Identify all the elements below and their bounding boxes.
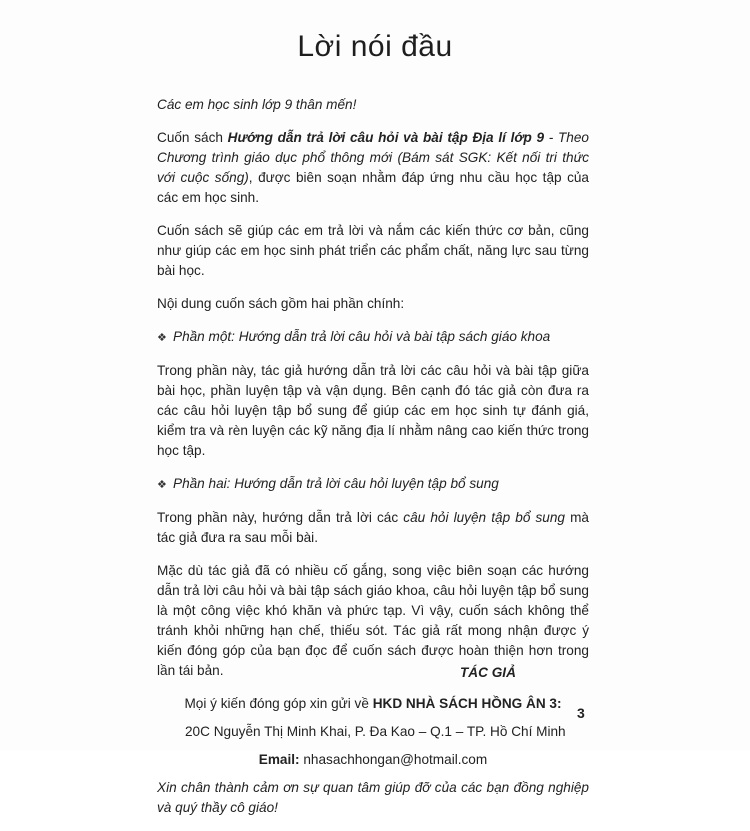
contents-intro: Nội dung cuốn sách gồm hai phần chính: xyxy=(157,296,405,311)
intro-rest: , được biên soạn nhằm đáp ứng nhu cầu học tập của các em học sinh. xyxy=(157,170,589,205)
purpose-paragraph: Cuốn sách sẽ giúp các em trả lời và nắm các kiến thức cơ bản, cũng như giúp các em học sinh phát triển các phẩm chất, năng lực sau từng bài học. xyxy=(157,223,589,278)
book-title: Hướng dẫn trả lời câu hỏi và bài tập Địa lí lớp 9 xyxy=(227,130,545,145)
part-two-heading-line xyxy=(157,474,589,495)
part-two-body-lead: Trong phần này, hướng dẫn trả lời các xyxy=(157,510,404,525)
part-one-heading-line xyxy=(157,327,589,348)
preface-body xyxy=(157,95,589,831)
part-one-body: Trong phần này, tác giả hướng dẫn trả lời các câu hỏi và bài tập giữa bài học, phần luyện tập và vận dụng. Bên cạnh đó tác giả còn đưa ra các câu hỏi luyện tập bổ sung để giúp các em học sinh tự đánh giá, kiểm tra và rèn luyện các kỹ năng địa lí nhằm nâng cao kiến thức trong học tập. xyxy=(157,363,589,458)
publisher-address: 20C Nguyễn Thị Minh Khai, P. Đa Kao – Q.1 – TP. Hồ Chí Minh xyxy=(185,724,566,739)
part-one-heading: Phần một: Hướng dẫn trả lời câu hỏi và bài tập sách giáo khoa xyxy=(173,329,551,344)
page-number: 3 xyxy=(577,705,585,721)
intro-program: - Theo Chương trình giáo dục phổ thông mới (Bám sát SGK: Kết nối tri thức với cuộc sống) xyxy=(157,130,589,185)
feedback-line xyxy=(157,694,589,714)
intro-paragraph xyxy=(157,128,589,208)
diamond-bullet-icon: ❖ xyxy=(157,332,167,344)
email-label: Email: xyxy=(258,752,300,767)
email-line xyxy=(157,750,589,770)
page-title: Lời nói đầu xyxy=(297,30,453,63)
publisher-name: HKD NHÀ SÁCH HỒNG ÂN 3: xyxy=(372,696,562,711)
greeting: Các em học sinh lớp 9 thân mến! xyxy=(157,97,357,112)
part-two-heading: Phần hai: Hướng dẫn trả lời câu hỏi luyện tập bổ sung xyxy=(173,476,499,491)
email-address: nhasachhongan@hotmail.com xyxy=(299,752,488,767)
intro-lead: Cuốn sách xyxy=(157,130,228,145)
diamond-bullet-icon: ❖ xyxy=(157,479,167,491)
disclaimer-paragraph: Mặc dù tác giả đã có nhiều cố gắng, song việc biên soạn các hướng dẫn trả lời câu hỏi và bài tập sách giáo khoa, câu hỏi luyện tập bổ sung là một công việc khó khăn và phức tạp. Vì vậy, cuốn sách không thể tránh khỏi những hạn chế, thiếu sót. Tác giả rất mong nhận được ý kiến đóng góp của bạn đọc để cuốn sách được hoàn thiện hơn trong lần tái bản. xyxy=(157,563,589,678)
author-signature: TÁC GIẢ xyxy=(460,665,516,680)
part-two-body-rest: mà tác giả đưa ra sau mỗi bài. xyxy=(157,510,589,545)
part-two-body xyxy=(157,508,589,548)
thanks-paragraph: Xin chân thành cảm ơn sự quan tâm giúp đỡ của các bạn đồng nghiệp và quý thầy cô giáo! xyxy=(157,780,589,815)
feedback-lead: Mọi ý kiến đóng góp xin gửi về xyxy=(184,696,373,711)
part-two-body-italic: câu hỏi luyện tập bổ sung xyxy=(403,510,565,525)
